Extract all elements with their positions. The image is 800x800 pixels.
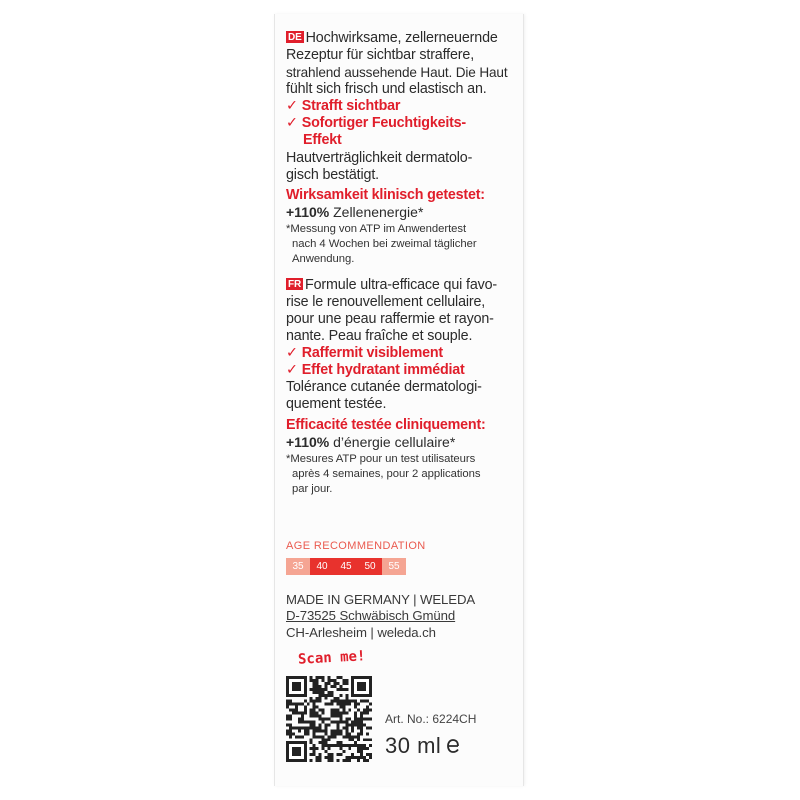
fr-energy: +110% d’énergie cellulaire* xyxy=(286,434,456,450)
age-cell-45: 45 xyxy=(334,558,358,575)
fr-intro-line-4: nante. Peau fraîche et souple. xyxy=(286,328,473,344)
fr-claim-1: ✓ Raffermit visiblement xyxy=(286,345,443,361)
article-number: Art. No.: 6224CH xyxy=(385,712,477,726)
estimated-sign-icon xyxy=(445,738,461,754)
fr-intro-line-2: rise le renouvellement cellulaire, xyxy=(286,294,486,310)
fr-footnote-line-2: après 4 semaines, pour 2 applications xyxy=(292,468,481,480)
de-clinical-title: Wirksamkeit klinisch getestet: xyxy=(286,187,485,203)
age-cell-55: 55 xyxy=(382,558,406,575)
de-claim-2-cont: Effekt xyxy=(303,132,342,148)
age-cell-50: 50 xyxy=(358,558,382,575)
fr-footnote-line-3: par jour. xyxy=(292,483,333,495)
made-in-line-3: CH-Arlesheim | weleda.ch xyxy=(286,625,436,640)
fr-claim-2: ✓ Effet hydratant immédiat xyxy=(286,362,465,378)
de-intro-line-3: strahlend aussehende Haut. Die Haut xyxy=(286,65,508,80)
de-tolerance-line-2: gisch bestätigt. xyxy=(286,167,379,183)
fr-intro-line-3: pour une peau raffermie et rayon- xyxy=(286,311,494,327)
qr-code[interactable] xyxy=(286,676,372,762)
fr-clinical-title: Efficacité testée cliniquement: xyxy=(286,417,486,433)
checkmark-icon: ✓ xyxy=(286,362,298,378)
scan-me-label: Scan me! xyxy=(297,648,366,668)
de-tolerance-line-1: Hautverträglichkeit dermatolo- xyxy=(286,150,473,166)
de-footnote-line-2: nach 4 Wochen bei zweimal täglicher xyxy=(292,238,477,250)
fr-intro-line-1: FR Formule ultra-efficace qui favo- xyxy=(288,277,498,293)
age-recommendation-bar xyxy=(286,558,406,575)
de-claim-2: ✓ Sofortiger Feuchtigkeits- xyxy=(286,115,466,131)
checkmark-icon: ✓ xyxy=(286,345,298,361)
de-energy: +110% Zellenenergie* xyxy=(286,204,424,220)
age-cell-35: 35 xyxy=(286,558,310,575)
checkmark-icon: ✓ xyxy=(286,115,298,131)
de-footnote-line-1: *Messung von ATP im Anwendertest xyxy=(286,223,467,235)
de-language-badge: DE xyxy=(288,32,302,43)
de-intro-line-4: fühlt sich frisch und elastisch an. xyxy=(286,81,487,97)
fr-tolerance-line-1: Tolérance cutanée dermatologi- xyxy=(286,379,482,395)
fr-footnote-line-1: *Mesures ATP pour un test utilisateurs xyxy=(286,453,476,465)
checkmark-icon: ✓ xyxy=(286,98,298,114)
made-in-line-1: MADE IN GERMANY | WELEDA xyxy=(286,592,476,607)
age-cell-40: 40 xyxy=(310,558,334,575)
made-in-line-2: D-73525 Schwäbisch Gmünd xyxy=(286,608,456,623)
fr-tolerance-line-2: quement testée. xyxy=(286,396,387,412)
de-claim-1: ✓ Strafft sichtbar xyxy=(286,98,401,114)
de-footnote-line-3: Anwendung. xyxy=(292,253,355,265)
de-intro-line-2: Rezeptur für sichtbar straffere, xyxy=(286,47,475,63)
fr-language-badge: FR xyxy=(288,279,302,290)
de-intro-line-1: DE Hochwirksame, zellerneuernde xyxy=(288,30,498,46)
age-recommendation-title: AGE RECOMMENDATION xyxy=(286,540,426,552)
volume: 30 ml xyxy=(385,733,461,759)
